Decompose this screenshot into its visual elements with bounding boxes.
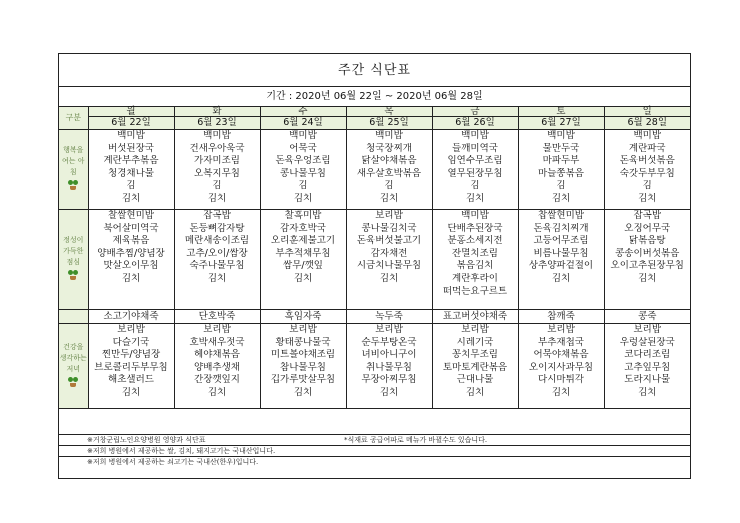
porridge-sun: 콩죽 [604, 310, 690, 324]
menu-item: 미트볼야채조림 [270, 349, 336, 361]
meal-cell [518, 324, 604, 409]
menu-item: 백미밥 [461, 130, 489, 141]
meal-cell [174, 210, 260, 310]
menu-item: 김치 [379, 272, 399, 284]
meal-cell [260, 130, 346, 210]
day-tue: 화 [174, 107, 260, 117]
menu-item: 잔멸치조림 [452, 247, 498, 259]
menu-item: 새우살호박볶음 [356, 167, 422, 179]
day-fri: 금 [432, 107, 518, 117]
menu-item: 무장아찌무침 [361, 374, 417, 386]
notes [59, 434, 690, 467]
menu-item: 백미밥 [375, 130, 403, 141]
date-fri: 6월 26일 [432, 117, 518, 130]
menu-item: 콩나물김치국 [361, 222, 417, 234]
menu-item: 백미밥 [203, 130, 231, 141]
menu-item: 김치 [638, 192, 657, 204]
day-sat: 토 [518, 107, 604, 117]
menu-item: 김치 [121, 386, 141, 398]
menu-item: 김치 [293, 386, 313, 398]
menu-item: 오이고추된장무침 [610, 260, 684, 272]
menu-item: 숙갓두부무침 [619, 167, 675, 179]
menu-item: 고등어무조림 [533, 235, 589, 247]
lunch-label-cell [59, 210, 88, 310]
meal-cell [174, 324, 260, 409]
menu-item: 보리밥 [461, 324, 489, 335]
dinner-label-cell [59, 324, 88, 409]
menu-item: 백미밥 [547, 130, 575, 141]
meal-cell [174, 130, 260, 210]
menu-item: 김 [470, 180, 480, 192]
menu-item: 돈등뼈감자탕 [189, 222, 245, 234]
menu-item: 찰흑미밥 [284, 210, 322, 221]
porridge-row [59, 310, 690, 324]
day-row [59, 107, 690, 117]
porridge-tue: 단호박죽 [174, 310, 260, 324]
menu-item: 김치 [121, 192, 141, 204]
menu-item: 가자미조림 [194, 155, 240, 167]
breakfast-row [59, 130, 690, 210]
menu-item: 오징어무국 [624, 222, 671, 234]
lunch-row [59, 210, 690, 310]
menu-item: 순두부탕온국 [361, 336, 417, 348]
note-row-1 [59, 434, 690, 445]
menu-item: 김치 [465, 386, 485, 398]
menu-item: 김치 [638, 386, 657, 398]
porridge-thu: 녹두죽 [346, 310, 432, 324]
note-row-2 [59, 445, 690, 456]
menu-item: 돈육우엉조림 [275, 155, 331, 167]
menu-item: 마파두부 [542, 155, 580, 167]
meal-cell [604, 130, 690, 210]
menu-item: 계란부추볶음 [103, 155, 159, 167]
menu-item: 김 [212, 180, 222, 192]
page-title: 주간 식단표 [59, 54, 690, 87]
menu-item: 부추적채무침 [275, 247, 331, 259]
dinner-row [59, 324, 690, 409]
menu-item: 돈육버섯볶음 [619, 155, 675, 167]
menu-item: 김치 [379, 386, 399, 398]
menu-item: 보리밥 [203, 324, 231, 335]
menu-item: 백미밥 [633, 130, 662, 141]
menu-item: 돈육김치찌개 [533, 222, 589, 234]
date-sat: 6월 27일 [518, 117, 604, 130]
menu-item: 꽁치무조림 [452, 349, 498, 361]
menu-item: 고추잎무침 [624, 361, 671, 373]
menu-item: 건새우아욱국 [189, 142, 245, 154]
menu-item: 잡곡밥 [633, 210, 662, 221]
menu-item: 어묵국 [289, 142, 317, 154]
porridge-wed: 흑임자죽 [260, 310, 346, 324]
menu-item: 김치 [465, 192, 485, 204]
plant-icon [67, 270, 79, 280]
menu-item: 분홍소세지전 [447, 235, 503, 247]
date-sun: 6월 28일 [604, 117, 690, 130]
menu-item: 쌈무/깻잎 [283, 260, 323, 272]
menu-item: 김치 [293, 272, 313, 284]
date-mon: 6월 22일 [88, 117, 174, 130]
menu-item: 토마토계란볶음 [442, 361, 508, 373]
menu-item: 물만두국 [542, 142, 580, 154]
menu-item: 보리밥 [375, 210, 403, 221]
menu-item: 김치 [293, 192, 313, 204]
meal-cell [260, 324, 346, 409]
menu-item: 백미밥 [117, 130, 145, 141]
menu-item: 들깨미역국 [452, 142, 498, 154]
meal-cell [604, 210, 690, 310]
menu-item: 백미밥 [461, 210, 489, 221]
porridge-label-cell [59, 310, 88, 324]
menu-item: 상추양파겉절이 [528, 260, 594, 272]
porridge-fri: 표고버섯야채죽 [432, 310, 518, 324]
menu-item: 오리훈제불고기 [270, 235, 336, 247]
menu-item: 해초샐러드 [108, 374, 154, 386]
dinner-label: 건강을 생각하는 저녁 [59, 342, 87, 373]
menu-item: 제육볶음 [112, 235, 150, 247]
menu-item: 청국장찌개 [366, 142, 412, 154]
plant-icon [67, 180, 79, 190]
menu-item: 브로콜리두부무침 [94, 361, 168, 373]
menu-item: 콩송이버섯볶음 [615, 247, 680, 259]
note-origin-beef: ※저희 병원에서 제공하는 쇠고기는 국내산(한우)입니다. [87, 458, 259, 466]
meal-cell [346, 210, 432, 310]
menu-item: 찹쌀현미밥 [538, 210, 584, 221]
menu-item: 청경채나물 [108, 167, 154, 179]
menu-item: 비름나물무침 [533, 247, 589, 259]
menu-item: 헤야채볶음 [194, 349, 240, 361]
menu-item: 버섯된장국 [108, 142, 154, 154]
porridge-mon: 소고기야채죽 [88, 310, 174, 324]
menu-item: 김 [556, 180, 566, 192]
menu-item: 김치 [207, 192, 227, 204]
menu-item: 계란후라이 [452, 272, 498, 284]
menu-item: 코다리조림 [624, 349, 671, 361]
note-row-3 [59, 456, 690, 467]
menu-item: 김치 [379, 192, 399, 204]
menu-item: 감자호박국 [280, 222, 326, 234]
menu-item: 다시마튀각 [538, 374, 584, 386]
menu-item: 시금치나물무침 [356, 260, 422, 272]
meal-cell [346, 130, 432, 210]
porridge-sat: 참깨죽 [518, 310, 604, 324]
menu-item: 감자채전 [370, 247, 408, 259]
note-change-warning: *식재료 공급여파로 메뉴가 바뀔수도 있습니다. [344, 436, 488, 444]
menu-item: 도라지나물 [624, 374, 671, 386]
menu-item: 보리밥 [117, 324, 145, 335]
note-origin-rice: ※저희 병원에서 제공하는 쌀, 김치, 돼지고기는 국내산입니다. [87, 447, 276, 455]
menu-item: 부추재첩국 [538, 336, 584, 348]
menu-item: 김치 [638, 272, 657, 284]
lunch-label: 정성이 가득한 점심 [63, 236, 84, 266]
menu-item: 호박새우젓국 [189, 336, 245, 348]
menu-table [59, 107, 690, 409]
menu-item: 잡곡밥 [203, 210, 231, 221]
menu-item: 오복지무침 [194, 167, 240, 179]
menu-item: 고추/오이/쌈장 [186, 247, 248, 259]
menu-item: 계란파국 [628, 142, 666, 154]
menu-item: 열무된장무침 [447, 167, 503, 179]
menu-item: 돈육버섯불고기 [356, 235, 422, 247]
meal-cell [88, 130, 174, 210]
menu-item: 녀비아니구이 [361, 349, 417, 361]
meal-cell [88, 210, 174, 310]
menu-item: 임연수무조림 [447, 155, 503, 167]
menu-item: 어묵야채볶음 [533, 349, 589, 361]
menu-item: 닭살야채볶음 [361, 155, 417, 167]
plant-icon [67, 377, 79, 387]
date-tue: 6월 23일 [174, 117, 260, 130]
meal-cell [260, 210, 346, 310]
menu-item: 황태콩나물국 [275, 336, 331, 348]
menu-item: 김치 [207, 386, 227, 398]
meal-cell [518, 130, 604, 210]
meal-cell [604, 324, 690, 409]
menu-item: 간장깻잎지 [194, 374, 240, 386]
menu-item: 양배추찜/양념장 [97, 247, 165, 259]
period-text: 기간 : 2020년 06월 22일 ~ 2020년 06월 28일 [59, 87, 690, 107]
menu-item: 김치 [551, 272, 571, 284]
menu-item: 보리밥 [547, 324, 575, 335]
meal-cell [518, 210, 604, 310]
menu-item: 시레기국 [456, 336, 494, 348]
menu-item: 보리밥 [633, 324, 662, 335]
menu-item: 찐만두/양념장 [101, 349, 161, 361]
menu-item: 우렁살된장국 [619, 336, 675, 348]
note-source: ※거창군립노인요양병원 영양과 식단표 [87, 436, 206, 444]
day-wed: 수 [260, 107, 346, 117]
menu-sheet [58, 53, 691, 479]
menu-item: 메란새송이조림 [184, 235, 250, 247]
breakfast-label: 행복을 여는 아침 [61, 146, 85, 176]
menu-item: 양배추생채 [194, 361, 240, 373]
meal-cell [88, 324, 174, 409]
menu-item: 김 [642, 180, 652, 192]
menu-item: 볶음김치 [456, 260, 494, 272]
day-sun: 일 [604, 107, 690, 117]
menu-item: 단배추된장국 [447, 222, 503, 234]
menu-item: 북어살미역국 [103, 222, 159, 234]
menu-item: 백미밥 [289, 130, 317, 141]
menu-item: 찰쌀현미밥 [108, 210, 154, 221]
gubun-label: 구분 [59, 107, 88, 130]
menu-item: 김치 [207, 272, 227, 284]
breakfast-label-cell [59, 130, 88, 210]
menu-item: 닭볶음탕 [628, 235, 666, 247]
menu-item: 김 [384, 180, 394, 192]
menu-item: 오이지사과무침 [528, 361, 594, 373]
menu-item: 근대나물 [456, 374, 494, 386]
date-wed: 6월 24일 [260, 117, 346, 130]
menu-item: 보리밥 [289, 324, 317, 335]
date-thu: 6월 25일 [346, 117, 432, 130]
menu-item: 깁가루맛살무침 [270, 374, 336, 386]
menu-item: 참나물무침 [280, 361, 326, 373]
menu-item: 보리밥 [375, 324, 403, 335]
date-row [59, 117, 690, 130]
meal-cell [432, 130, 518, 210]
menu-item: 마늘쫑볶음 [538, 167, 584, 179]
menu-item: 김치 [121, 272, 141, 284]
meal-cell [432, 324, 518, 409]
menu-item: 김치 [551, 386, 571, 398]
day-thu: 목 [346, 107, 432, 117]
menu-item: 취나물무침 [366, 361, 412, 373]
meal-cell [432, 210, 518, 310]
menu-item: 다슬기국 [112, 336, 150, 348]
menu-item: 콩나물무침 [280, 167, 326, 179]
menu-item: 떠먹는요구르트 [442, 285, 508, 297]
menu-item: 김 [298, 180, 308, 192]
menu-item: 맛살오이무침 [103, 260, 159, 272]
meal-cell [346, 324, 432, 409]
menu-item: 김 [126, 180, 136, 192]
menu-item: 숙주나물무침 [189, 260, 245, 272]
menu-item: 김치 [551, 192, 571, 204]
day-mon: 월 [88, 107, 174, 117]
